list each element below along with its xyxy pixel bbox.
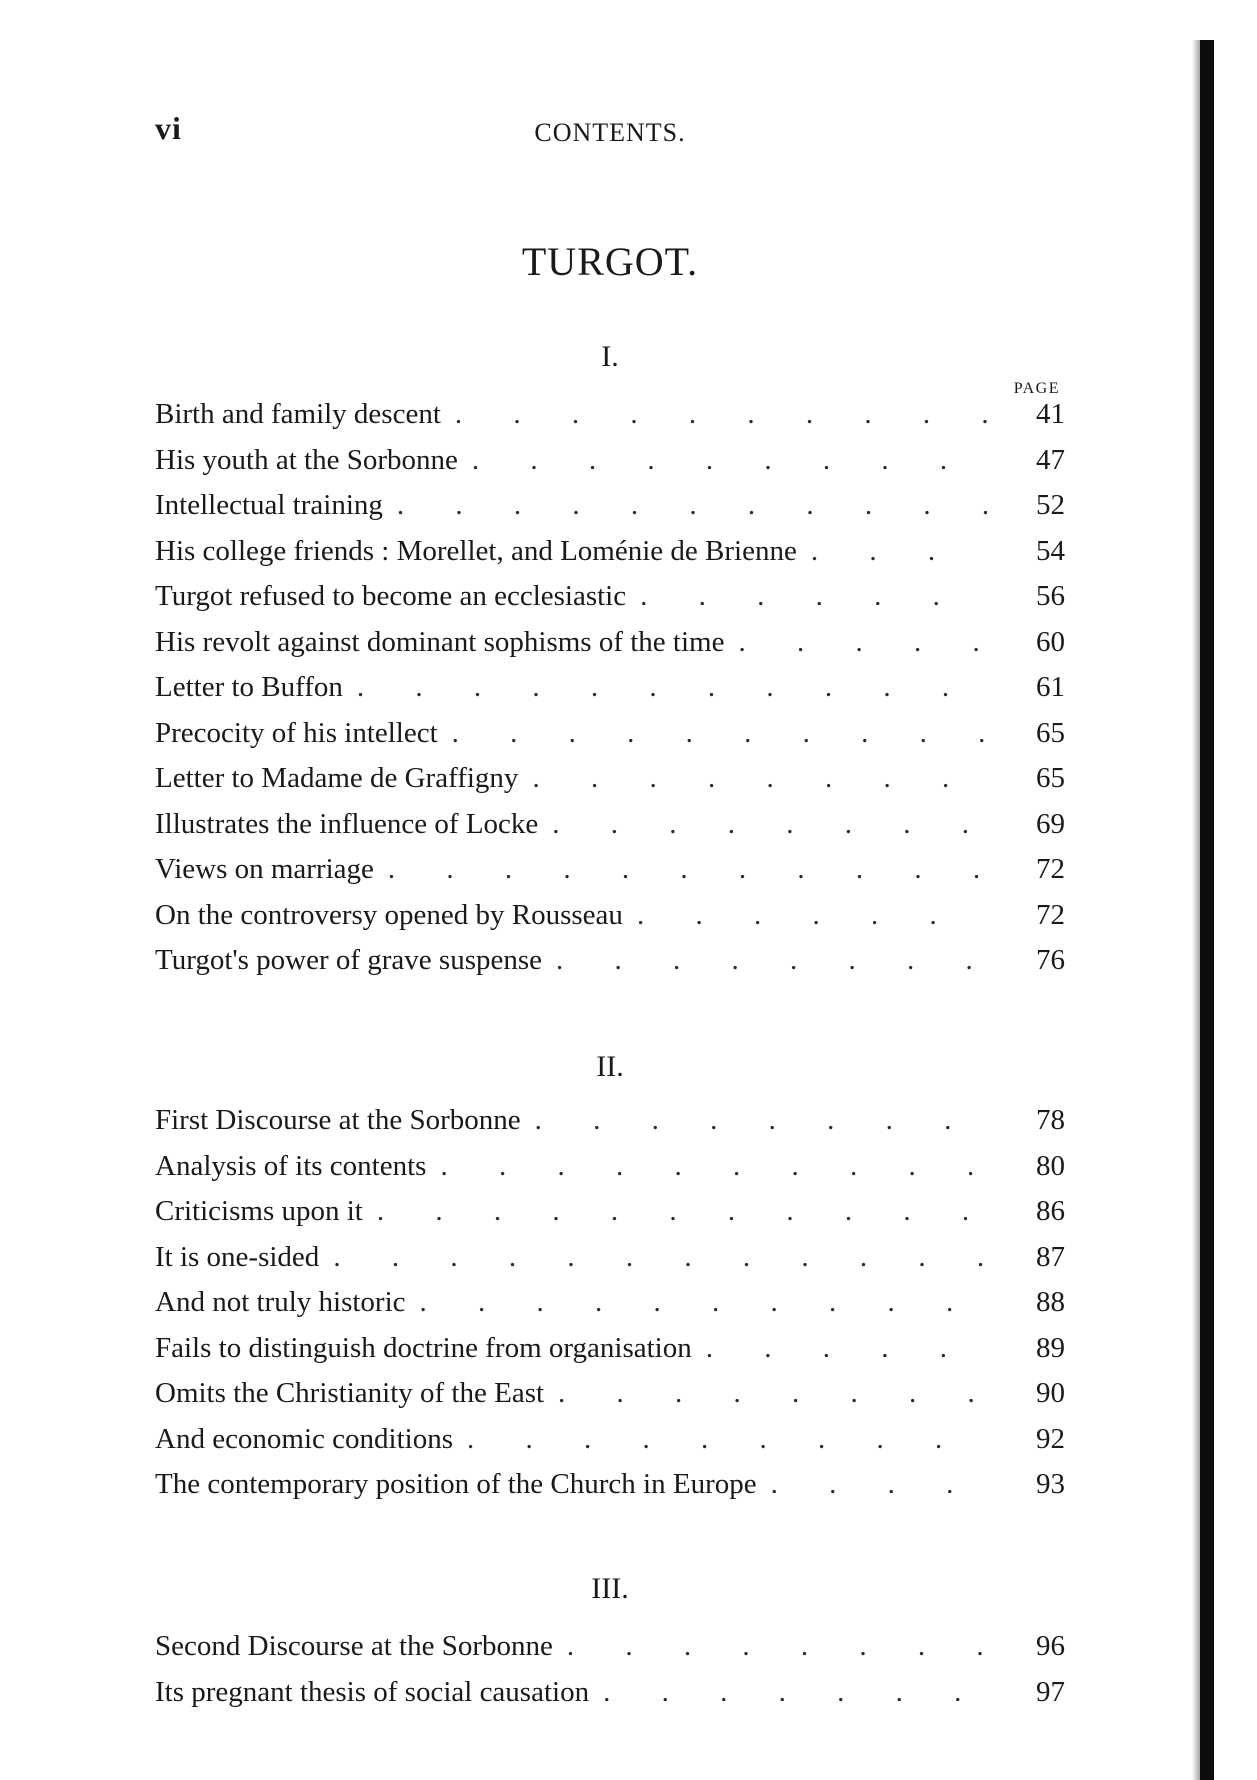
entry-title: It is one-sided <box>155 1240 320 1273</box>
dot-leader <box>388 853 987 886</box>
entry-page-number: 90 <box>1036 1377 1065 1409</box>
entry-page-number: 89 <box>1036 1331 1065 1364</box>
section-numeral-2: II. <box>596 1050 624 1083</box>
entry-title: His revolt against dominant sophisms of the time <box>155 625 725 658</box>
section-3-entries <box>155 1630 1065 1721</box>
entry-title: Letter to Buffon <box>155 671 343 703</box>
dot-leader <box>556 944 987 977</box>
toc-entry <box>155 398 1065 444</box>
toc-entry <box>155 1286 1065 1332</box>
entry-title: On the controversy opened by Rousseau <box>155 898 623 931</box>
entry-title: Second Discourse at the Sorbonne <box>155 1630 553 1662</box>
dot-leader <box>532 762 987 795</box>
toc-entry <box>155 808 1065 854</box>
running-head: CONTENTS. <box>534 118 686 147</box>
entry-page-number: 92 <box>1036 1422 1065 1455</box>
entry-page-number: 60 <box>1036 625 1065 658</box>
entry-title: Omits the Christianity of the East <box>155 1377 545 1409</box>
book-spine-edge <box>1200 40 1214 1780</box>
dot-leader <box>397 489 987 522</box>
entry-title: Criticisms upon it <box>155 1195 363 1227</box>
toc-entry <box>155 444 1065 490</box>
toc-entry <box>155 853 1065 899</box>
entry-page-number: 86 <box>1036 1195 1065 1227</box>
entry-title: Precocity of his intellect <box>155 716 438 749</box>
dot-leader <box>472 444 987 477</box>
dot-leader <box>603 1676 987 1709</box>
entry-page-number: 47 <box>1036 443 1065 476</box>
toc-entry <box>155 671 1065 717</box>
page-column-label: PAGE <box>1013 380 1060 397</box>
entry-page-number: 78 <box>1036 1104 1065 1136</box>
dot-leader <box>535 1104 987 1137</box>
entry-page-number: 65 <box>1036 716 1065 749</box>
dot-leader <box>637 899 987 932</box>
dot-leader <box>771 1468 987 1501</box>
entry-page-number: 54 <box>1036 534 1065 567</box>
toc-entry <box>155 1150 1065 1196</box>
toc-entry <box>155 1332 1065 1378</box>
toc-entry <box>155 489 1065 535</box>
entry-title: His youth at the Sorbonne <box>155 443 458 476</box>
section-numeral-1: I. <box>601 340 619 373</box>
toc-entry <box>155 580 1065 626</box>
entry-page-number: 93 <box>1036 1468 1065 1500</box>
toc-entry <box>155 1630 1065 1676</box>
entry-page-number: 97 <box>1036 1675 1065 1708</box>
entry-page-number: 72 <box>1036 853 1065 885</box>
toc-entry <box>155 1468 1065 1514</box>
toc-entry <box>155 626 1065 672</box>
dot-leader <box>706 1332 987 1365</box>
binding-shadow <box>1192 40 1200 1780</box>
page-folio: vi <box>155 110 182 146</box>
dot-leader <box>552 808 987 841</box>
entry-title: Turgot's power of grave suspense <box>155 944 543 976</box>
dot-leader <box>333 1241 987 1274</box>
dot-leader <box>558 1377 987 1410</box>
chapter-title: TURGOT. <box>521 239 699 284</box>
entry-title: Views on marriage <box>155 853 374 885</box>
entry-title: Fails to distinguish doctrine from organisation <box>155 1331 692 1364</box>
dot-leader <box>452 717 987 750</box>
toc-entry <box>155 1241 1065 1287</box>
toc-entry <box>155 717 1065 763</box>
entry-page-number: 88 <box>1036 1286 1065 1318</box>
entry-page-number: 96 <box>1036 1630 1065 1662</box>
entry-page-number: 61 <box>1036 671 1065 703</box>
dot-leader <box>420 1286 987 1319</box>
entry-title: Birth and family descent <box>155 398 441 430</box>
toc-entry <box>155 944 1065 990</box>
toc-entry <box>155 1104 1065 1150</box>
entry-title: Analysis of its contents <box>155 1149 427 1182</box>
toc-entry <box>155 1195 1065 1241</box>
entry-title: Turgot refused to become an ecclesiastic <box>155 580 627 612</box>
toc-entry <box>155 535 1065 581</box>
dot-leader <box>357 671 987 704</box>
entry-title: Its pregnant thesis of social causation <box>155 1675 590 1708</box>
toc-entry <box>155 899 1065 945</box>
entry-page-number: 69 <box>1036 807 1065 840</box>
entry-page-number: 80 <box>1036 1149 1065 1182</box>
entry-page-number: 65 <box>1036 762 1065 794</box>
entry-title: And economic conditions <box>155 1422 454 1455</box>
entry-title: Illustrates the influence of Locke <box>155 807 539 840</box>
entry-title: First Discourse at the Sorbonne <box>155 1104 521 1136</box>
dot-leader <box>811 535 987 568</box>
section-1-entries <box>155 398 1065 990</box>
toc-entry <box>155 762 1065 808</box>
entry-page-number: 72 <box>1036 898 1065 931</box>
dot-leader <box>377 1195 987 1228</box>
dot-leader <box>455 398 987 431</box>
dot-leader <box>567 1630 987 1663</box>
entry-page-number: 56 <box>1036 580 1065 612</box>
entry-page-number: 41 <box>1036 398 1065 430</box>
section-numeral-3: III. <box>591 1572 629 1605</box>
entry-title: Intellectual training <box>155 489 383 521</box>
section-2-entries <box>155 1104 1065 1514</box>
toc-entry <box>155 1676 1065 1722</box>
dot-leader <box>640 580 987 613</box>
entry-title: His college friends : Morellet, and Loménie de Brienne <box>155 534 797 567</box>
entry-page-number: 52 <box>1036 489 1065 521</box>
entry-page-number: 76 <box>1036 944 1065 976</box>
toc-entry <box>155 1377 1065 1423</box>
entry-title: Letter to Madame de Graffigny <box>155 762 519 794</box>
dot-leader <box>440 1150 987 1183</box>
entry-title: And not truly historic <box>155 1286 406 1318</box>
dot-leader <box>738 626 987 659</box>
entry-page-number: 87 <box>1036 1240 1065 1273</box>
toc-entry <box>155 1423 1065 1469</box>
dot-leader <box>467 1423 987 1456</box>
entry-title: The contemporary position of the Church in Europe <box>155 1468 757 1500</box>
